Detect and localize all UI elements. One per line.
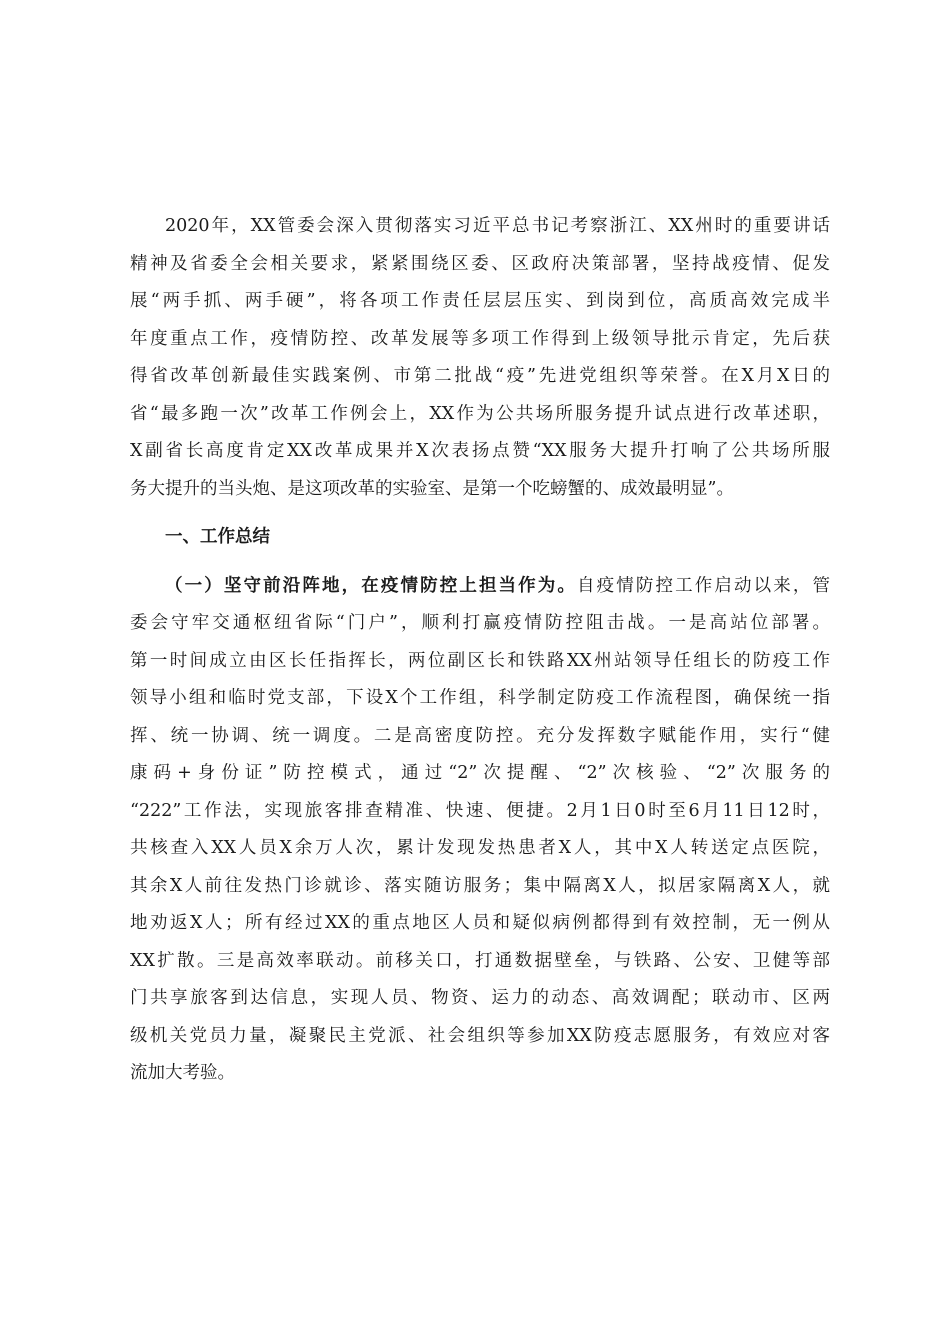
intro-line: 展“两手抓、两手硬”，将各项工作责任层层压实、到岗到位，高质高效完成半	[130, 291, 830, 311]
subsection-line: 挥、统一协调、统一调度。二是高密度防控。充分发挥数字赋能作用，实行“健	[130, 725, 830, 746]
intro-line: 得省改革创新最佳实践案例、市第二批战“疫”先进党组织等荣誉。在X月X日的	[130, 366, 830, 386]
subsection-line: 流加大考验。	[130, 1063, 235, 1083]
subsection-line: 其余X人前往发热门诊就诊、落实随访服务；集中隔离X人，拟居家隔离X人，就	[130, 875, 830, 896]
subsection-line: 委会守牢交通枢纽省际“门户”，顺利打赢疫情防控阻击战。一是高站位部署。	[130, 613, 830, 633]
intro-paragraph	[130, 208, 830, 508]
subsection-line: 第一时间成立由区长任指挥长，两位副区长和铁路XX州站领导任组长的防疫工作	[130, 650, 830, 671]
section-heading: 一、工作总结	[165, 527, 270, 547]
intro-line: 精神及省委全会相关要求，紧紧围绕区委、区政府决策部署，坚持战疫情、促发	[130, 253, 830, 274]
subsection-first-line	[130, 568, 830, 606]
subsection-line: 级机关党员力量，凝聚民主党派、社会组织等参加XX防疫志愿服务，有效应对客	[130, 1025, 830, 1046]
intro-line: 年度重点工作，疫情防控、改革发展等多项工作得到上级领导批示肯定，先后获	[130, 328, 830, 349]
subsection-lead: （一）坚守前沿阵地，在疫情防控上担当作为。	[165, 575, 578, 596]
intro-line: X副省长高度肯定XX改革成果并X次表扬点赞“XX服务大提升打响了公共场所服	[130, 441, 830, 461]
subsection-paragraph	[130, 568, 830, 1093]
subsection-line: 地劝返X人；所有经过XX的重点地区人员和疑似病例都得到有效控制，无一例从	[130, 913, 830, 933]
subsection-line: 康码+身份证”防控模式，通过“2”次提醒、“2”次核验、“2”次服务的	[130, 763, 830, 783]
subsection-line: “222”工作法，实现旅客排查精准、快速、便捷。2月1日0时至6月11日12时，	[130, 800, 830, 821]
intro-line: 2020年，XX管委会深入贯彻落实习近平总书记考察浙江、XX州时的重要讲话	[165, 216, 830, 236]
intro-line: 省“最多跑一次”改革工作例会上，XX作为公共场所服务提升试点进行改革述职，	[130, 403, 830, 424]
subsection-first-line-text: 自疫情防控工作启动以来，管	[577, 575, 831, 596]
subsection-line: 共核查入XX人员X余万人次，累计发现发热患者X人，其中X人转送定点医院，	[130, 838, 830, 858]
subsection-line: XX扩散。三是高效率联动。前移关口，打通数据壁垒，与铁路、公安、卫健等部	[130, 950, 830, 971]
subsection-line: 领导小组和临时党支部，下设X个工作组，科学制定防疫工作流程图，确保统一指	[130, 688, 830, 708]
document-page	[130, 208, 830, 1093]
intro-line: 务大提升的当头炮、是这项改革的实验室、是第一个吃螃蟹的、成效最明显”。	[130, 478, 734, 499]
subsection-line: 门共享旅客到达信息，实现人员、物资、运力的动态、高效调配；联动市、区两	[130, 988, 830, 1008]
